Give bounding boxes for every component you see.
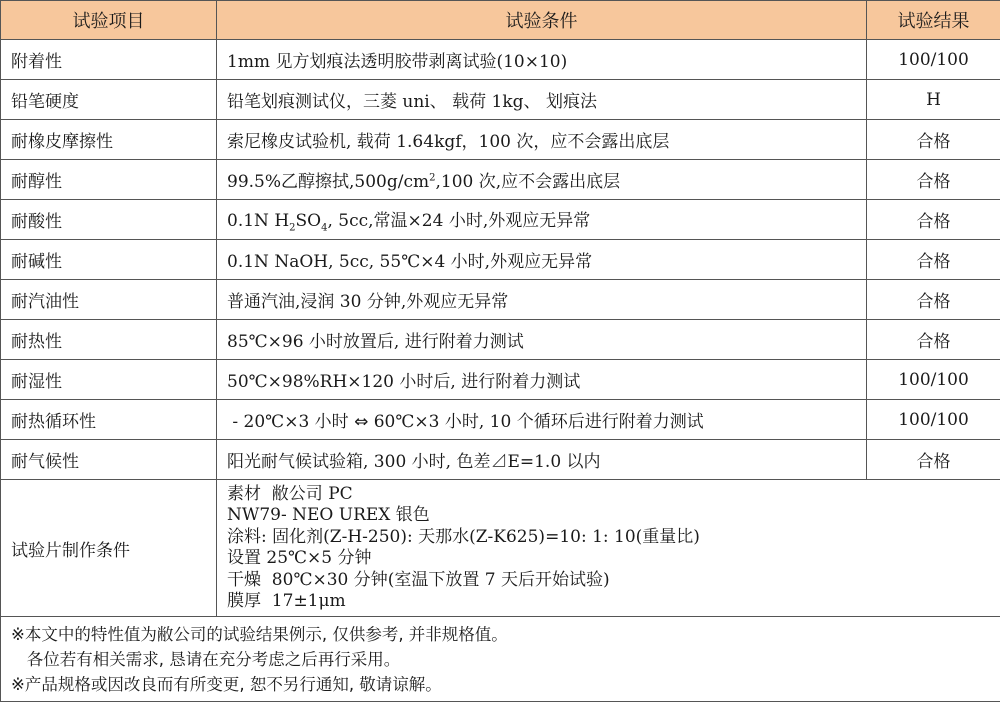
table-row (1, 200, 1000, 240)
table-row (1, 160, 1000, 200)
condition-text: 0.1N H (227, 210, 290, 231)
condition-subscript: 2 (289, 222, 296, 234)
preparation-row (1, 480, 1000, 617)
test-item: 耐橡皮摩擦性 (1, 120, 217, 160)
test-condition: 50℃×98%RH×120 小时后, 进行附着力测试 (217, 360, 867, 400)
condition-text: 99.5%乙醇擦拭,500g/cm (227, 172, 430, 192)
table-row (1, 80, 1000, 120)
test-item: 耐酸性 (1, 200, 217, 240)
header-row (1, 1, 1000, 40)
table-row (1, 280, 1000, 320)
header-test-condition: 试验条件 (217, 1, 867, 40)
test-condition: 铅笔划痕测试仪，三菱 uni、 载荷 1kg、 划痕法 (217, 80, 867, 120)
note-line: 各位若有相关需求, 恳请在充分考虑之后再行采用。 (11, 649, 401, 669)
test-item: 耐醇性 (1, 160, 217, 200)
double-arrow-icon: ⇔ (354, 412, 369, 432)
test-result: 100/100 (867, 360, 1000, 400)
preparation-line: NW79- NEO UREX 银色 (227, 505, 430, 525)
note-line: ※产品规格或因改良而有所变更, 恕不另行通知, 敬请谅解。 (11, 674, 442, 694)
condition-text: SO (295, 210, 322, 231)
preparation-label: 试验片制作条件 (1, 480, 217, 617)
test-condition (217, 400, 867, 440)
test-item: 耐气候性 (1, 440, 217, 480)
test-result: 100/100 (867, 40, 1000, 80)
test-condition: 85℃×96 小时放置后, 进行附着力测试 (217, 320, 867, 360)
test-result: 合格 (867, 160, 1000, 200)
preparation-line: 素材 敝公司 PC (227, 483, 353, 504)
header-test-result: 试验结果 (867, 1, 1000, 40)
test-result: 100/100 (867, 400, 1000, 440)
test-condition: 索尼橡皮试验机, 载荷 1.64kgf，100 次，应不会露出底层 (217, 120, 867, 160)
test-item: 耐汽油性 (1, 280, 217, 320)
table-row (1, 360, 1000, 400)
note-line: ※本文中的特性值为敝公司的试验结果例示, 仅供参考, 并非规格值。 (11, 624, 508, 644)
test-item: 耐热循环性 (1, 400, 217, 440)
test-result: 合格 (867, 200, 1000, 240)
test-condition: 0.1N NaOH, 5cc, 55℃×4 小时,外观应无异常 (217, 240, 867, 280)
condition-text: , 5cc,常温×24 小时,外观应无异常 (327, 210, 591, 231)
test-result: 合格 (867, 320, 1000, 360)
test-result: 合格 (867, 240, 1000, 280)
preparation-line: 干燥 80℃×30 分钟(室温下放置 7 天后开始试验) (227, 569, 610, 590)
preparation-line: 涂料: 固化剂(Z-H-250): 天那水(Z-K625)=10: 1: 10(重量比) (227, 526, 700, 547)
test-result: 合格 (867, 120, 1000, 160)
condition-superscript: 2 (429, 172, 436, 184)
test-condition (217, 160, 867, 200)
notes-cell (1, 617, 1000, 702)
preparation-line: 膜厚 17±1μm (227, 591, 346, 611)
preparation-conditions (217, 480, 1000, 617)
table-row (1, 120, 1000, 160)
test-item: 附着性 (1, 40, 217, 80)
test-result: 合格 (867, 280, 1000, 320)
test-item: 耐热性 (1, 320, 217, 360)
table-row (1, 440, 1000, 480)
test-result: H (867, 80, 1000, 120)
test-condition: 普通汽油,浸润 30 分钟,外观应无异常 (217, 280, 867, 320)
condition-text: 60℃×3 小时, 10 个循环后进行附着力测试 (368, 412, 704, 432)
notes-row (1, 617, 1000, 702)
condition-text: ,100 次,应不会露出底层 (435, 172, 621, 192)
test-item: 铅笔硬度 (1, 80, 217, 120)
condition-text: - 20℃×3 小时 (227, 412, 355, 432)
test-item: 耐碱性 (1, 240, 217, 280)
test-result: 合格 (867, 440, 1000, 480)
table-row (1, 400, 1000, 440)
condition-subscript: 4 (321, 222, 328, 234)
header-test-item: 试验项目 (1, 1, 217, 40)
test-condition (217, 200, 867, 240)
table-row (1, 320, 1000, 360)
test-condition: 阳光耐气候试验箱, 300 小时, 色差⊿E=1.0 以内 (217, 440, 867, 480)
preparation-line: 设置 25℃×5 分钟 (227, 548, 372, 568)
table-row (1, 40, 1000, 80)
table-row (1, 240, 1000, 280)
test-item: 耐湿性 (1, 360, 217, 400)
test-condition: 1mm 见方划痕法透明胶带剥离试验(10×10) (217, 40, 867, 80)
